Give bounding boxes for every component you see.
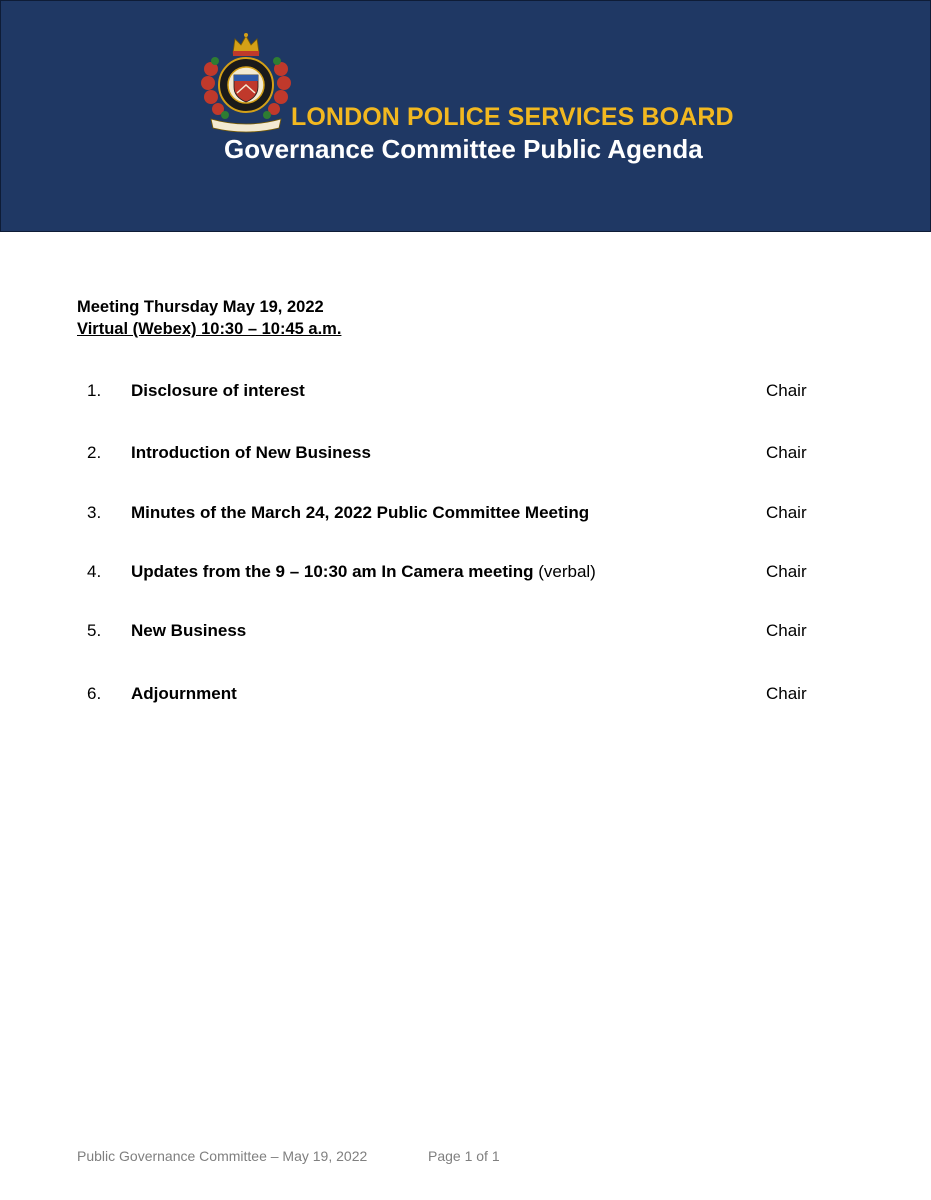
item-title: Adjournment	[131, 684, 237, 703]
agenda-title: Governance Committee Public Agenda	[224, 134, 703, 164]
item-presenter: Chair	[766, 381, 807, 400]
item-presenter: Chair	[766, 562, 807, 581]
item-number: 1.	[87, 381, 102, 400]
agenda-item	[0, 621, 931, 645]
header-banner	[0, 0, 931, 232]
item-number: 2.	[87, 443, 102, 462]
item-presenter: Chair	[766, 684, 807, 703]
item-title: New Business	[131, 621, 247, 640]
item-number: 3.	[87, 503, 102, 522]
meeting-location: Virtual (Webex) 10:30 – 10:45 a.m.	[77, 320, 342, 338]
item-number: 5.	[87, 621, 102, 640]
item-number: 6.	[87, 684, 102, 703]
item-number: 4.	[87, 562, 102, 581]
agenda-item	[0, 381, 931, 405]
meeting-date: Meeting Thursday May 19, 2022	[77, 298, 324, 316]
agenda-item	[0, 562, 931, 586]
police-crest-icon	[201, 31, 291, 135]
item-note: (verbal)	[533, 562, 596, 581]
item-presenter: Chair	[766, 621, 807, 640]
footer-page-number: Page 1 of 1	[428, 1148, 500, 1164]
item-title: Minutes of the March 24, 2022 Public Committee Meeting	[131, 503, 590, 522]
item-title: Updates from the 9 – 10:30 am In Camera meeting (verbal)	[131, 562, 596, 581]
item-title: Introduction of New Business	[131, 443, 371, 462]
agenda-item	[0, 443, 931, 467]
item-presenter: Chair	[766, 503, 807, 522]
agenda-item	[0, 684, 931, 708]
organization-name: LONDON POLICE SERVICES BOARD	[291, 103, 734, 131]
item-presenter: Chair	[766, 443, 807, 462]
item-title: Disclosure of interest	[131, 381, 305, 400]
agenda-item	[0, 503, 931, 527]
footer-document-label: Public Governance Committee – May 19, 2022	[77, 1148, 368, 1164]
